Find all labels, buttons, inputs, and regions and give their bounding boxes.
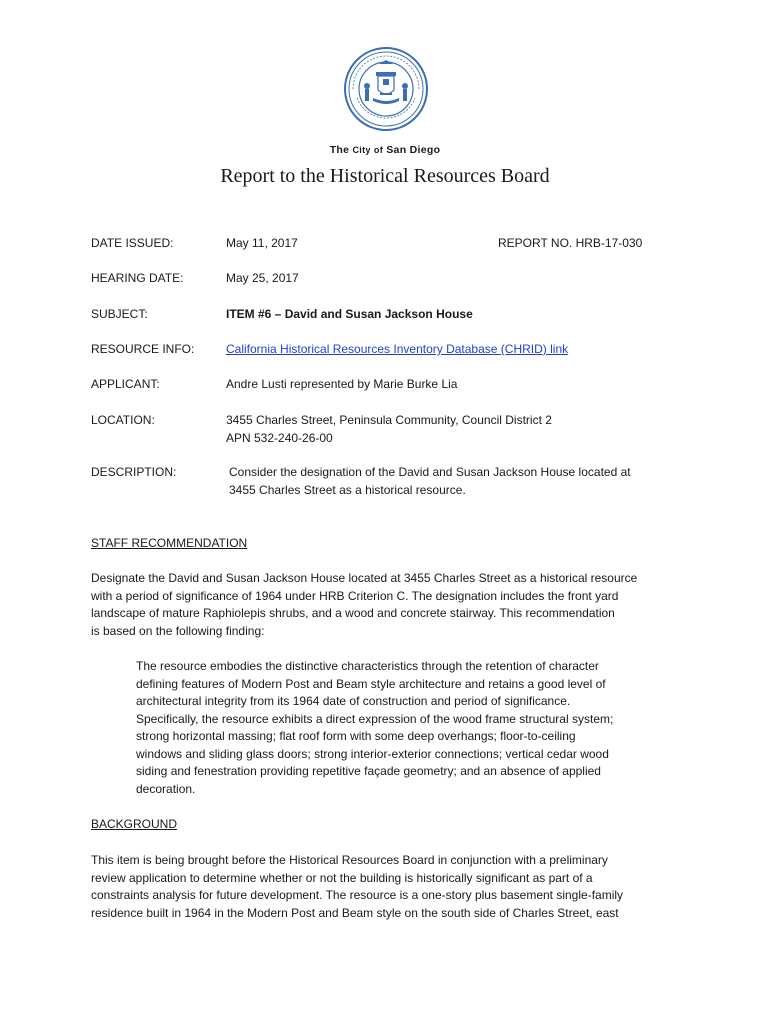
chrid-link[interactable]: California Historical Resources Inventory Database (CHRID) link <box>226 342 569 356</box>
paragraph-line: Designate the David and Susan Jackson House located at 3455 Charles Street as a historical resource <box>91 571 638 585</box>
location-value <box>226 412 681 447</box>
finding-line: siding and fenestration providing repetitive façade geometry; and an absence of applied <box>136 764 601 778</box>
location-line: 3455 Charles Street, Peninsula Community, Council District 2 <box>226 413 552 427</box>
subject-label: SUBJECT: <box>91 307 148 321</box>
city-name-the: The <box>329 144 350 156</box>
hearing-date-value: May 25, 2017 <box>226 271 299 285</box>
paragraph-line: is based on the following finding: <box>91 623 265 638</box>
background-heading: BACKGROUND <box>91 817 178 831</box>
paragraph-line: landscape of mature Raphiolepis shrubs, and a wood and concrete stairway. This recommendation <box>91 606 615 620</box>
subject-value: ITEM #6 – David and Susan Jackson House <box>226 307 473 321</box>
paragraph-line: review application to determine whether or not the building is historically significant as part of a <box>91 870 593 885</box>
city-name <box>0 142 770 160</box>
paragraph-line: This item is being brought before the Historical Resources Board in conjunction with a preliminary <box>91 853 608 867</box>
finding-line: architectural integrity from its 1964 date of construction and period of significance. <box>136 694 571 708</box>
report-title: Report to the Historical Resources Board <box>220 165 550 187</box>
finding-line: windows and sliding glass doors; strong interior-exterior connections; vertical cedar wood <box>136 746 609 761</box>
description-line: 3455 Charles Street as a historical resource. <box>229 482 466 497</box>
paragraph-line: constraints analysis for future development. The resource is a one-story plus basement single-family <box>91 888 624 902</box>
background-paragraph <box>91 852 683 922</box>
staff-recommendation-paragraph <box>91 570 683 640</box>
city-name-of: of <box>373 145 384 155</box>
resource-info-label: RESOURCE INFO: <box>91 342 195 356</box>
hearing-date-label: HEARING DATE: <box>91 271 184 285</box>
finding-line: Specifically, the resource exhibits a direct expression of the wood frame structural system; <box>136 711 614 726</box>
finding-line: defining features of Modern Post and Beam style architecture and retains a good level of <box>136 676 606 691</box>
date-issued-value: May 11, 2017 <box>226 236 298 250</box>
city-seal-icon <box>343 46 429 132</box>
finding-line: The resource embodies the distinctive characteristics through the retention of character <box>136 659 599 673</box>
applicant-label: APPLICANT: <box>91 377 160 391</box>
finding-line: decoration. <box>136 781 196 796</box>
description-label: DESCRIPTION: <box>91 465 177 479</box>
apn-line: APN 532-240-26-00 <box>226 430 333 445</box>
finding-paragraph <box>136 658 666 798</box>
location-label: LOCATION: <box>91 413 155 427</box>
description-line: Consider the designation of the David and Susan Jackson House located at <box>229 465 631 479</box>
staff-recommendation-heading: STAFF RECOMMENDATION <box>91 536 248 550</box>
paragraph-line: residence built in 1964 in the Modern Post and Beam style on the south side of Charles Street, east <box>91 905 619 920</box>
paragraph-line: with a period of significance of 1964 under HRB Criterion C. The designation includes the front yard <box>91 588 619 603</box>
city-name-sd: San Diego <box>386 144 441 156</box>
applicant-value: Andre Lusti represented by Marie Burke Lia <box>226 377 458 391</box>
description-value <box>229 464 684 499</box>
date-issued-label: DATE ISSUED: <box>91 236 174 250</box>
finding-line: strong horizontal massing; flat roof form with some deep overhangs; floor-to-ceiling <box>136 729 576 743</box>
report-number: REPORT NO. HRB-17-030 <box>498 236 643 250</box>
city-name-city: City <box>352 145 371 155</box>
